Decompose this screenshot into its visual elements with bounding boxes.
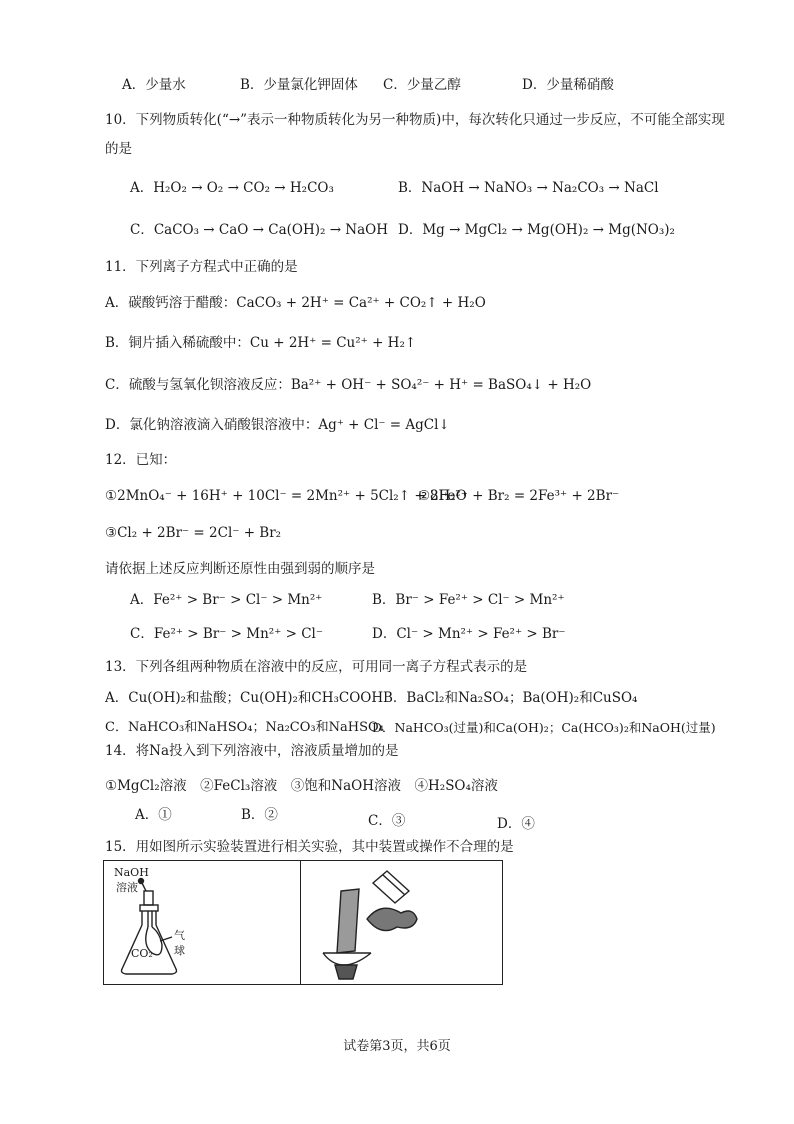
q13-option-c: C．NaHCO₃和NaHSO₄；Na₂CO₃和NaHSO₄ xyxy=(105,720,384,735)
figure-cell-b xyxy=(301,861,501,984)
q12-option-b: B．Br⁻ > Fe²⁺ > Cl⁻ > Mn²⁺ xyxy=(372,592,565,608)
q12-option-a: A．Fe²⁺ > Br⁻ > Cl⁻ > Mn²⁺ xyxy=(130,592,323,608)
q11-option-a: A．碳酸钙溶于醋酸：CaCO₃ + 2H⁺ = Ca²⁺ + CO₂↑ + H₂O xyxy=(105,295,486,311)
q11-option-b: B．铜片插入稀硫酸中：Cu + 2H⁺ = Cu²⁺ + H₂↑ xyxy=(105,335,417,351)
q9-option-c: C．少量乙醇 xyxy=(383,77,461,93)
q10-stem-line1: 10．下列物质转化(“→”表示一种物质转化为另一种物质)中，每次转化只通过一步反应，不可能全部实现 xyxy=(105,112,725,128)
q13-option-b: B．BaCl₂和Na₂SO₄；Ba(OH)₂和CuSO₄ xyxy=(383,690,638,706)
q14-option-a: A．① xyxy=(135,807,172,823)
naoh-label: NaOH xyxy=(114,866,149,879)
figure-cell-a xyxy=(104,861,301,984)
q9-option-d: D．少量稀硝酸 xyxy=(522,77,614,93)
q10-option-b: B．NaOH → NaNO₃ → Na₂CO₃ → NaCl xyxy=(398,180,659,196)
q14-option-d: D．④ xyxy=(497,816,535,832)
q12-equation-2: ②2Fe²⁺ + Br₂ = 2Fe³⁺ + 2Br⁻ xyxy=(418,488,620,504)
co2-label: CO₂ xyxy=(131,947,153,960)
q10-stem-line2: 的是 xyxy=(105,141,132,157)
q12-question: 请依据上述反应判断还原性由强到弱的顺序是 xyxy=(105,561,375,577)
q14-option-b: B．② xyxy=(241,807,278,823)
q10-option-d: D．Mg → MgCl₂ → Mg(OH)₂ → Mg(NO₃)₂ xyxy=(398,222,675,238)
q10-option-c: C．CaCO₃ → CaO → Ca(OH)₂ → NaOH xyxy=(130,222,389,238)
q12-option-d: D．Cl⁻ > Mn²⁺ > Fe²⁺ > Br⁻ xyxy=(372,626,566,642)
q14-option-c: C．③ xyxy=(368,813,406,829)
q9-option-b: B．少量氯化钾固体 xyxy=(240,77,358,93)
q14-stem: 14．将Na投入到下列溶液中，溶液质量增加的是 xyxy=(105,743,399,759)
page-footer: 试卷第3页，共6页 xyxy=(343,1039,451,1054)
q15-stem: 15．用如图所示实验装置进行相关实验，其中装置或操作不合理的是 xyxy=(105,839,514,855)
q13-option-a: A．Cu(OH)₂和盐酸；Cu(OH)₂和CH₃COOH xyxy=(105,690,384,706)
q12-stem: 12．已知： xyxy=(105,452,177,468)
q11-stem: 11．下列离子方程式中正确的是 xyxy=(105,259,298,275)
q12-equation-3: ③Cl₂ + 2Br⁻ = 2Cl⁻ + Br₂ xyxy=(105,525,282,541)
q13-stem: 13．下列各组两种物质在溶液中的反应，可用同一离子方程式表示的是 xyxy=(105,659,528,675)
q12-equation-1: ①2MnO₄⁻ + 16H⁺ + 10Cl⁻ = 2Mn²⁺ + 5Cl₂↑ + 8H₂O xyxy=(105,488,467,504)
balloon-label-1: 气 xyxy=(174,929,185,942)
q12-option-c: C．Fe²⁺ > Br⁻ > Mn²⁺ > Cl⁻ xyxy=(130,626,323,642)
q11-option-c: C．硫酸与氢氧化钡溶液反应：Ba²⁺ + OH⁻ + SO₄²⁻ + H⁺ = BaSO₄↓ + H₂O xyxy=(105,377,592,393)
q11-option-d: D．氯化钠溶液滴入硝酸银溶液中：Ag⁺ + Cl⁻ = AgCl↓ xyxy=(105,417,450,433)
powder-heating-apparatus xyxy=(301,861,501,983)
solution-label: 溶液 xyxy=(116,881,138,894)
q13-option-d: D．NaHCO₃(过量)和Ca(OH)₂；Ca(HCO₃)₂和NaOH(过量) xyxy=(372,720,716,735)
q14-items: ①MgCl₂溶液 ②FeCl₃溶液 ③饱和NaOH溶液 ④H₂SO₄溶液 xyxy=(105,778,498,794)
flask-apparatus xyxy=(104,861,300,983)
q15-figure xyxy=(103,860,503,985)
q10-option-a: A．H₂O₂ → O₂ → CO₂ → H₂CO₃ xyxy=(130,180,334,196)
q9-option-a: A．少量水 xyxy=(122,77,186,93)
balloon-label-2: 球 xyxy=(174,944,185,957)
